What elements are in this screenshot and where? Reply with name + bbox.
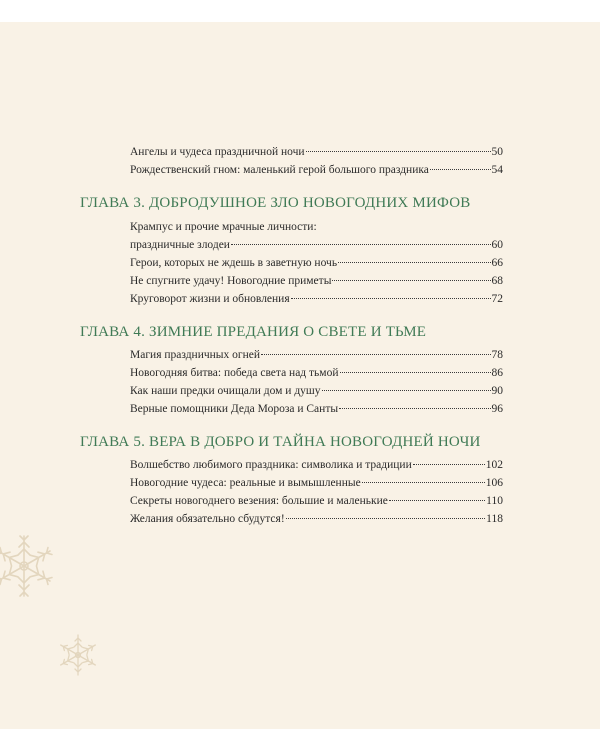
dot-leader [286, 518, 486, 519]
dot-leader [340, 372, 491, 373]
toc-entry [130, 513, 503, 525]
toc-entry-title: Новогодняя битва: победа света над тьмой [130, 367, 339, 379]
dot-leader [362, 482, 485, 483]
toc-entry [130, 459, 503, 471]
dot-leader [306, 151, 491, 152]
toc-entry-title: Рождественский гном: маленький герой большого праздника [130, 164, 429, 176]
toc-entry-title: Как наши предки очищали дом и душу [130, 385, 321, 397]
toc-entry-title: Верные помощники Деда Мороза и Санты [130, 403, 339, 415]
snowflake-icon [54, 631, 102, 679]
toc-entry [130, 349, 503, 361]
toc-entry [130, 275, 503, 287]
toc-entry-page: 68 [491, 275, 503, 287]
toc-entry-page: 78 [491, 349, 503, 361]
toc-entry [130, 164, 503, 176]
toc-entry-page: 50 [491, 146, 503, 158]
toc-entry [130, 385, 503, 397]
dot-leader [332, 280, 490, 281]
dot-leader [339, 408, 490, 409]
toc-entry-page: 110 [486, 495, 503, 507]
toc-entry-page: 66 [491, 257, 503, 269]
chapter-heading: ГЛАВА 5. ВЕРА В ДОБРО И ТАЙНА НОВОГОДНЕЙ НОЧИ [80, 434, 481, 450]
dot-leader [291, 298, 491, 299]
toc-entry [130, 495, 503, 507]
dot-leader [322, 390, 491, 391]
toc-entry-page: 86 [491, 367, 503, 379]
toc-entry-title: Желания обязательно сбудутся! [130, 513, 285, 525]
toc-entry-title: Новогодние чудеса: реальные и вымышленные [130, 477, 361, 489]
toc-entry [130, 239, 503, 251]
chapter-heading: ГЛАВА 3. ДОБРОДУШНОЕ ЗЛО НОВОГОДНИХ МИФОВ [80, 195, 471, 211]
toc-entry-title: Ангелы и чудеса праздничной ночи [130, 146, 305, 158]
toc-entry [130, 146, 503, 158]
toc-entry-title: Герои, которых не ждешь в заветную ночь [130, 257, 338, 269]
toc-entry-page: 72 [491, 293, 503, 305]
toc-entry-page: 60 [491, 239, 503, 251]
toc-entry-page: 96 [491, 403, 503, 415]
dot-leader [430, 169, 491, 170]
toc-entry [130, 257, 503, 269]
toc-entry-page: 102 [485, 459, 503, 471]
toc-entry-title: Волшебство любимого праздника: символика и традиции [130, 459, 412, 471]
toc-entry [130, 477, 503, 489]
dot-leader [261, 354, 490, 355]
chapter-heading: ГЛАВА 4. ЗИМНИЕ ПРЕДАНИЯ О СВЕТЕ И ТЬМЕ [80, 324, 427, 340]
dot-leader [413, 464, 485, 465]
toc-entry-title: Круговорот жизни и обновления [130, 293, 290, 305]
toc-entry [130, 293, 503, 305]
toc-entry-page: 54 [491, 164, 503, 176]
snowflake-icon [0, 530, 60, 602]
toc-entry-title: Не спугните удачу! Новогодние приметы [130, 275, 332, 287]
toc-entry [130, 403, 503, 415]
dot-leader [389, 500, 485, 501]
toc-entry-page: 106 [485, 477, 503, 489]
toc-entry-title: Секреты новогоднего везения: большие и маленькие [130, 495, 388, 507]
dot-leader [231, 244, 491, 245]
toc-entry-title: праздничные злодеи [130, 239, 230, 251]
toc-entry-page: 118 [486, 513, 503, 525]
book-page [0, 22, 600, 729]
toc-entry-page: 90 [491, 385, 503, 397]
toc-entry-title: Магия праздничных огней [130, 349, 261, 361]
toc-entry [130, 367, 503, 379]
dot-leader [338, 262, 490, 263]
toc-entry-title-line: Крампус и прочие мрачные личности: [130, 221, 317, 233]
